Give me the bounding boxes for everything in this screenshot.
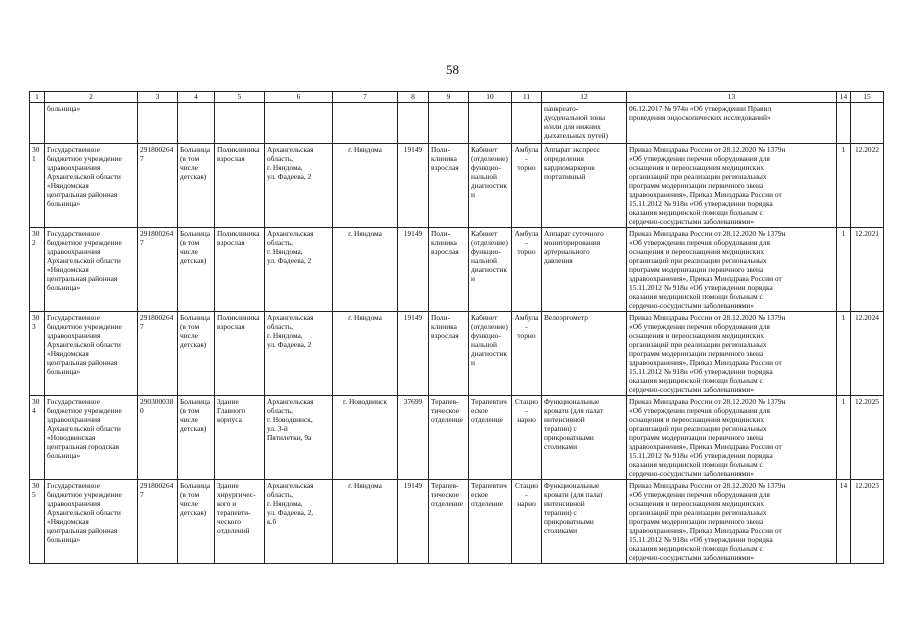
cabinet-cell: Кабинет (отделение) функцио- нальной диагностики [469, 228, 512, 312]
date-cell: 12.2023 [851, 480, 884, 564]
org-name-cell: Государственное бюджетное учреждение здравоохранения Архангельской области «Няндомская центральная районная больница» [45, 228, 138, 312]
unit-cell: Поликлиника взрослая [215, 144, 265, 228]
column-number: 2 [45, 92, 138, 103]
row-number-cell: 301 [30, 144, 45, 228]
cabinet-cell: Кабинет (отделение) функцио- нальной диагностики [469, 312, 512, 396]
unit-cell: Поликлиника взрослая [215, 228, 265, 312]
cabinet-cell: Кабинет (отделение) функцио- нальной диагностики [469, 144, 512, 228]
address-cell: Архангельская область, г. Няндома, ул. Фадеева, 2 [265, 228, 333, 312]
facility-type-cell: Больница (в том числе детская) [178, 396, 215, 480]
address-cell: Архангельская область, г. Няндома, ул. Фадеева, 2 [265, 312, 333, 396]
column-number: 7 [333, 92, 398, 103]
equipment-cell: Аппарат экспресс определения кардиомаркеров портативный [542, 144, 627, 228]
index-cell: 19149 [398, 312, 429, 396]
code-cell: 2918002647 [138, 228, 178, 312]
row-number-cell: 304 [30, 396, 45, 480]
column-number-row [30, 92, 884, 103]
column-number: 11 [512, 92, 542, 103]
date-cell: 12.2022 [851, 144, 884, 228]
continuation-row [30, 103, 884, 144]
cabinet-cell: Терапевтич еское отделение [469, 396, 512, 480]
address-cell: Архангельская область, г. Няндома, ул. Фадеева, 2 [265, 144, 333, 228]
page-number: 58 [446, 62, 459, 77]
org-name-cell: больница» [45, 103, 138, 144]
order-cell: Приказ Минздрава России от 28.12.2020 № 1379н «Об утверждении перечня оборудования для оснащения и переоснащения медицинских организаций при реализации региональных программ модернизации первичного звена здравоохранения», Приказ Минздрава России от 15.11.2012 № 918н «Об утверждении порядка оказания медицинской помощи больным с сердечно-сосудистыми заболеваниями» [627, 228, 837, 312]
department-cell: Терапев- тическое отделение [429, 396, 469, 480]
city-cell: г. Няндома [333, 312, 398, 396]
department-cell: Поли- клиника взрослая [429, 144, 469, 228]
care-form-cell: Стацио- нарно [512, 396, 542, 480]
index-cell: 19149 [398, 144, 429, 228]
order-cell: 06.12.2017 № 974н «Об утверждении Правил проведения эндоскопических исследований» [627, 103, 837, 144]
care-form-cell: Амбула- торно [512, 312, 542, 396]
table-row [30, 312, 884, 396]
table-row [30, 228, 884, 312]
column-number: 10 [469, 92, 512, 103]
department-cell: Поли- клиника взрослая [429, 312, 469, 396]
table-row [30, 396, 884, 480]
column-number: 1 [30, 92, 45, 103]
column-number: 14 [837, 92, 851, 103]
unit-cell: Поликлиника взрослая [215, 312, 265, 396]
quantity-cell: 14 [837, 480, 851, 564]
quantity-cell: 1 [837, 144, 851, 228]
date-cell: 12.2024 [851, 312, 884, 396]
quantity-cell: 1 [837, 312, 851, 396]
row-number-cell: 303 [30, 312, 45, 396]
equipment-cell: Функциональные кровати (для палат интенсивной терапии) с прикроватными столиками [542, 480, 627, 564]
index-cell: 19149 [398, 480, 429, 564]
order-cell: Приказ Минздрава России от 28.12.2020 № 1379н «Об утверждении перечня оборудования для оснащения и переоснащения медицинских организаций при реализации региональных программ модернизации первичного звена здравоохранения», Приказ Минздрава России от 15.11.2012 № 918н «Об утверждении порядка оказания медицинской помощи больным с сердечно-сосудистыми заболеваниями» [627, 312, 837, 396]
facility-type-cell: Больница (в том числе детская) [178, 228, 215, 312]
row-number-cell: 302 [30, 228, 45, 312]
table-row [30, 480, 884, 564]
org-name-cell: Государственное бюджетное учреждение здравоохранения Архангельской области «Няндомская центральная районная больница» [45, 144, 138, 228]
code-cell: 2903000380 [138, 396, 178, 480]
order-cell: Приказ Минздрава России от 28.12.2020 № 1379н «Об утверждении перечня оборудования для оснащения и переоснащения медицинских организаций при реализации региональных программ модернизации первичного звена здравоохранения», Приказ Минздрава России от 15.11.2012 № 918н «Об утверждении порядка оказания медицинской помощи больным с сердечно-сосудистыми заболеваниями» [627, 144, 837, 228]
quantity-cell: 1 [837, 228, 851, 312]
order-cell: Приказ Минздрава России от 28.12.2020 № 1379н «Об утверждении перечня оборудования для оснащения и переоснащения медицинских организаций при реализации региональных программ модернизации первичного звена здравоохранения», Приказ Минздрава России от 15.11.2012 № 918н «Об утверждении порядка оказания медицинской помощи больным с сердечно-сосудистыми заболеваниями» [627, 396, 837, 480]
unit-cell: Здание хирургичес- кого и терапевти- ческого отделений [215, 480, 265, 564]
equipment-cell: панкреато- дуоденальной зоны и/или для нижних дыхательных путей) [542, 103, 627, 144]
city-cell: г. Няндома [333, 228, 398, 312]
code-cell: 2918002647 [138, 480, 178, 564]
cabinet-cell: Терапевтич еское отделение [469, 480, 512, 564]
order-cell: Приказ Минздрава России от 28.12.2020 № 1379н «Об утверждении перечня оборудования для оснащения и переоснащения медицинских организаций при реализации региональных программ модернизации первичного звена здравоохранения», Приказ Минздрава России от 15.11.2012 № 918н «Об утверждении порядка оказания медицинской помощи больным с сердечно-сосудистыми заболеваниями» [627, 480, 837, 564]
column-number: 13 [627, 92, 837, 103]
equipment-register-table [29, 91, 884, 564]
equipment-cell: Функциональные кровати (для палат интенсивной терапии) с прикроватными столиками [542, 396, 627, 480]
unit-cell: Здание Главного корпуса [215, 396, 265, 480]
org-name-cell: Государственное бюджетное учреждение здравоохранения Архангельской области «Няндомская центральная районная больница» [45, 480, 138, 564]
org-name-cell: Государственное бюджетное учреждение здравоохранения Архангельской области «Новодвинская центральная городская больница» [45, 396, 138, 480]
city-cell: г. Няндома [333, 144, 398, 228]
city-cell: г. Няндома [333, 480, 398, 564]
department-cell: Поли- клиника взрослая [429, 228, 469, 312]
quantity-cell: 1 [837, 396, 851, 480]
row-number-cell: 305 [30, 480, 45, 564]
code-cell: 2918002647 [138, 144, 178, 228]
column-number: 5 [215, 92, 265, 103]
care-form-cell: Амбула- торно [512, 144, 542, 228]
equipment-cell: Велоэргометр [542, 312, 627, 396]
city-cell: г. Новодвинск [333, 396, 398, 480]
column-number: 3 [138, 92, 178, 103]
column-number: 4 [178, 92, 215, 103]
table-row [30, 144, 884, 228]
address-cell: Архангельская область, г. Няндома, ул. Фадеева, 2, к.б [265, 480, 333, 564]
facility-type-cell: Больница (в том числе детская) [178, 480, 215, 564]
facility-type-cell: Больница (в том числе детская) [178, 312, 215, 396]
care-form-cell: Стацио- нарно [512, 480, 542, 564]
care-form-cell: Амбула- торно [512, 228, 542, 312]
facility-type-cell: Больница (в том числе детская) [178, 144, 215, 228]
date-cell: 12.2021 [851, 228, 884, 312]
index-cell: 37699 [398, 396, 429, 480]
code-cell: 2918002647 [138, 312, 178, 396]
index-cell: 19149 [398, 228, 429, 312]
department-cell: Терапев- тическое отделение [429, 480, 469, 564]
column-number: 9 [429, 92, 469, 103]
column-number: 12 [542, 92, 627, 103]
address-cell: Архангельская область, г. Новодвинск, ул. 3-й Пятилетки, 9а [265, 396, 333, 480]
equipment-cell: Аппарат суточного мониторирования артериального давления [542, 228, 627, 312]
column-number: 6 [265, 92, 333, 103]
column-number: 15 [851, 92, 884, 103]
column-number: 8 [398, 92, 429, 103]
org-name-cell: Государственное бюджетное учреждение здравоохранения Архангельской области «Няндомская центральная районная больница» [45, 312, 138, 396]
date-cell: 12.2025 [851, 396, 884, 480]
